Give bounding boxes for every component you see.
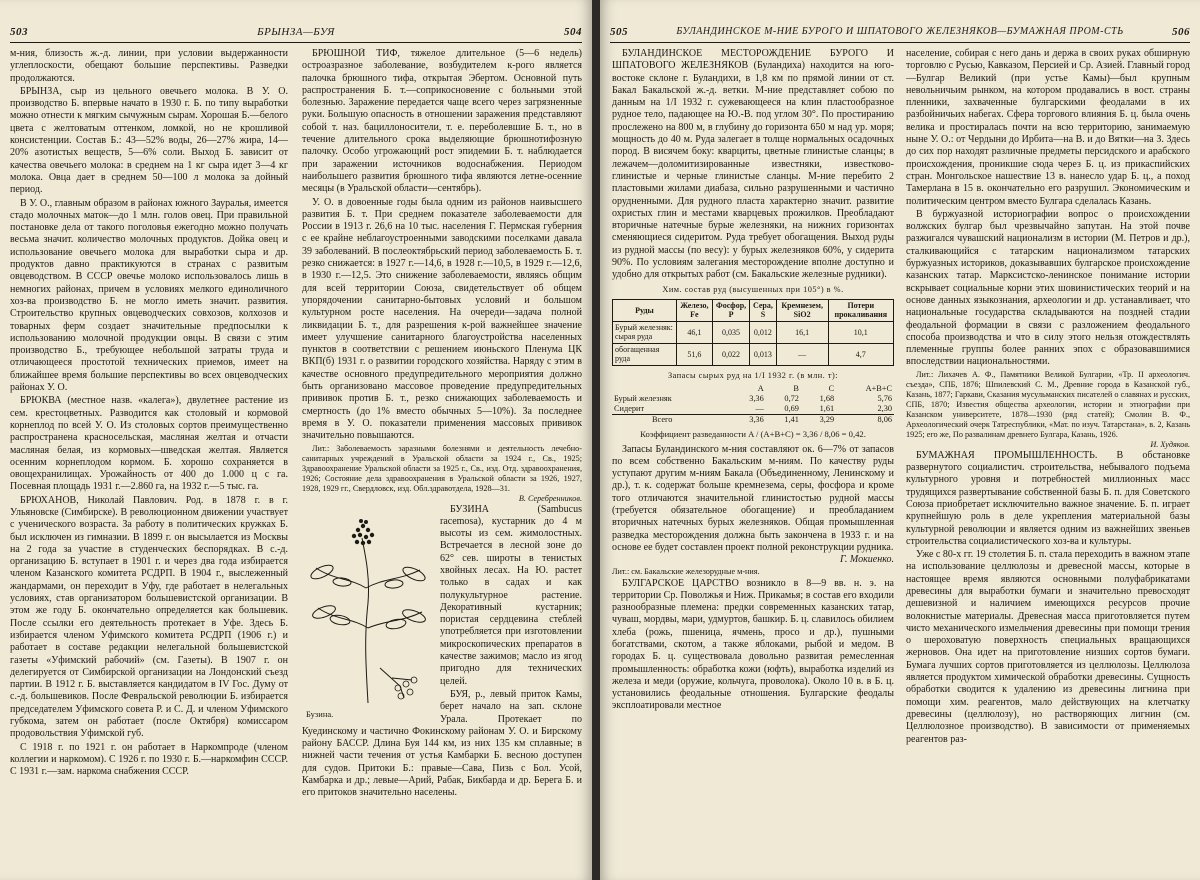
chem-table-title: Хим. состав руд (высушенных при 105°) в %. — [662, 284, 844, 294]
table-cell: 3,36 — [731, 415, 766, 426]
table-cell: 0,013 — [750, 343, 777, 365]
right-page — [600, 0, 1200, 880]
bryukva-entry: БРЮКВА (местное назв. «калега»), двулетнее растение из сем. крестоцветных. Разводится как столовый и кормовой корнеплод по всей У. О. Из столовых сортов преимущественно распространена красносельская, масляная желтая и отчасти масляная белая, из кормовых—шведская желтая. Является осенним корнеплодом кормом. Б. хорошо сохраняется в овощехранилищах. Урожайность от 400 до 1.000 ц с га. Посевная площадь 1931 г.—2.860 га, на 1932 г.—5 тыс. га. — [10, 395, 288, 493]
chem-header: Потери прокаливания — [828, 299, 893, 321]
table-cell: 51,6 — [676, 343, 712, 365]
table-row — [613, 343, 894, 365]
table-cell: Сидерит — [614, 404, 645, 414]
page-number-505: 505 — [610, 26, 628, 38]
table-row — [612, 404, 894, 415]
buya-entry: БУЯ, р., левый приток Камы, берет начало на зап. склоне Урала. Протекает по Куединскому и частично Фокинскому районам У. О. и Бирскому району БАССР. Длина Буя 144 км, из них 135 км сплавные; в нижней части течения от устья Камбарки Б. весною доступен для судов. Притоки Б.: правые—Сава, Пизь с Бол. Усой, Камбарка и др.; левые—Арий, Рабак, Бикбарда и др. Берега Б. и его притоков значительно населены. — [302, 688, 582, 799]
table-cell: Всего — [612, 415, 731, 426]
table-cell: 2,30 — [877, 404, 892, 414]
col4-paragraph: В буржуазной историографии вопрос о происхождении волжских булгар был чрезвычайно запутан. На этой почве разжигался чувашский национализм в истории (М. Петров и др.), сталкивающийся с татарским национализмом татарских буржуазных историков, доказывавших булгарское происхождение казанских татар. Марксистско-ленинское понимание истории вскрывает социальные корни этих шовинистических теорий и на основе данных языкознания, археологии и др. устанавливает, что национальные государства складываются на поздней стадии феодальной формации в связи с разложением феодального способа производства и что в силу этого нельзя отождествлять племенные группы более ранних эпох с образовавшимися впоследствии национальностями. — [906, 208, 1190, 368]
bulgar-literature: Лит.: Лихачев А. Ф., Памятники Великой Булгарии, «Тр. II археологич. съезда», СПБ, 1876; Шпилевский С. М., Древние города в Казанской губ., Казань, 1877; Гаркави, Сказания мусульманских писателей о славянах и русских, СПБ, 1870; Известия общества археологии, истории и этнографии при Казанском университете, 1878—1930 (ряд статей); Смолин В. Ф., Археологический очерк Татреспублики, «Мат. по изуч. Татарстана», в. 2, Казань 1925; его же, По развалинам древнего Булгара, Казань, 1926. — [906, 369, 1190, 439]
table-cell: 1,68 — [819, 394, 835, 404]
elder-entry: БУЗИНА (Sambucus racemosa), кустарник до 4 м высоты из сем. жимолостных. Встречается в лесной зоне до 62° сев. широты в тенистых хвойных лесах. На Ю. растет только в садах и как полукультурное растение. Декоративный кустарник; пористая сердцевина стеблей употребляется при изготовлении микроскопических препаратов в качестве зажимов; масло из ягод пригодно для технических целей. — [440, 503, 582, 687]
table-cell: 0,012 — [750, 321, 777, 343]
bryukhanov-entry: БРЮХАНОВ, Николай Павлович. Род. в 1878 г. в г. Ульяновске (Симбирске). В революционном движении участвует с ученического возраста. За работу в политических кружках Б. был исключен из гимназии. В 1899 г. он высылается из Москвы на 2 года за участие в студенческих беспорядках. В с.-д. организацию Б. вступает в 1901 г. и через два года избирается членом Казанского комитета РСДРП. В 1904 г., выслеженный жандармами, он переходит в Уфу, где работает в нелегальных условиях, став организатором большевистской организации. В этом же году Б. окончательно определяется как большевик. После ссылки его деятельность протекает в Уфе. Здесь Б. избирается членом Уфимского комитета РСДРП (1906 г.) и работает в составе редакции нелегальной большевистской газеты «Уфимский рабочий» (см. Газеты). В 1907 г. он делегируется от Симбирской организации на Лондонский съезд партии. В 1912 г. Б. выставляется кандидатом в IV Гос. Думу от с.-д. большевиков. После Февральской революции Б. избирается председателем Уфимского совета Р. и С. Д. и членом Уфимского губкома, затем он работает (после Октября) комиссаром продовольствия Уфимской губ. — [10, 494, 288, 740]
column-4 — [906, 48, 1190, 746]
running-head-title-left: БРЫНЗА—БУЯ — [257, 26, 335, 38]
reserves-header: C — [828, 384, 835, 394]
reserves-table-title: Запасы сырых руд на 1/I 1932 г. (в млн. т): — [667, 370, 839, 380]
reserves-table — [612, 384, 894, 425]
table-cell: 0,69 — [784, 404, 799, 414]
table-cell: 0,022 — [712, 343, 749, 365]
chem-composition-table — [612, 299, 894, 366]
table-cell: 3,29 — [801, 415, 836, 426]
table-cell: 10,1 — [828, 321, 893, 343]
table-row — [612, 394, 894, 404]
col1-paragraph: В У. О., главным образом в районах южного Зауралья, имеется стадо молочных маток—до 1 млн. голов овец. При правильной постановке дела от такого поголовья ежегодно можно получать весьма значит. количество молочных продуктов. Дойка овец и использование овечьего молока для выработки сыра и др. продуктов давно практикуются в странах с развитым овцеводством. В СССР овечье молоко использовалось лишь в немногих районах, причем в условиях мелкого единоличного хоз-ва производство Б. не могло иметь значит. развития. Строительство крупных овцеводческих совхозов, колхозов и товарных ферм создает значительные предпосылки к использованию молочной продукции овцы. В связи с этим производство Б., требующее небольшой затраты труда и отличающееся простотой технических приемов, имеет на ближайшее время большие перспективы во всех овцеводческих районах У. О. — [10, 197, 288, 394]
paper-industry-entry: БУМАЖНАЯ ПРОМЫШЛЕННОСТЬ. В обстановке развернутого социалистич. строительства, небывалого подъема культурного уровня и потребностей миллионных масс трудящихся развертывание собственной базы Б. п. для Советского Союза приобретает исключительно важное значение. Б. п. играет крупнейшую роль в деле укрепления материальной базы культурной революции и является одним из важнейших звеньев строительства социалистического хоз-ва и культуры. — [906, 449, 1190, 547]
col4-paragraph: население, собирая с него дань и держа в своих руках обширную торговлю с Русью, Кавказом, Персией и Ср. Азией. Главный город—Булгар Великий (при устье Камы)—был крупным невольничьим рынком, на котором продавались в вост. страны пленники, захваченные булгарскими феодалами в их разбойничьих набегах. Сфера торгового влияния Б. ц. была очень велика и простиралась почти на всю территорию, занимаемую ныне У. О.: от Чердыни до Ирбита—на В. и до Вятки—на З. Здесь до сих пор находят различные предметы персидского и арабского происхождения, проникшие сюда через Б. ц. из прикаспийских стран. Монгольское нашествие 13 в. нанесло удар Б. ц., а поход Тамерлана в 15 в. окончательно его разрушил. Экономическим и политическим центром вместо Булгара сделалась Казань. — [906, 48, 1190, 207]
typhoid-entry: БРЮШНОЙ ТИФ, тяжелое длительное (5—6 недель) остроазразное заболевание, возбудителем к-рого является палочка брюшного тифа, открытая Эбертом. Основной путь распространения Б. т.—соприкосновение с больными этой болезнью. Заражение передается чаще всего через загрязненные руки. Большую опасность в отношении заражения представляют собой т. наз. бациллоносители, т. е. переболевшие Б. т., но в течение длительного срока выделяющие брюшнотифозную палочку. Особо угрожающий рост эпидемии Б. т. наблюдается при заражении источников водоснабжения. Периодом наибольшего развития брюшного тифа являются летне-осенние месяцы (в Уральской области—сентябрь). — [302, 48, 582, 195]
col3-paragraph: Запасы Буландинского м-ния составляют ок. 6—7% от запасов по всем собственно Бакальским м-ниям. По качеству руды уступают другим м-ниям Бакала (Объединенному, Ленинскому и др.), т. к. содержат больше кремнезема, серы, фосфора и кроме того отличаются значительной глинистостью рудной массы (требуется обязательное обогащение) и преобладанием вторичных натечных бурых железняков. Общая промышленная разведка месторождения должна быть закончена в 1933 г. и на основе ее будет составлен проект полной реконструкции рудника. — [612, 443, 894, 553]
page-number-503: 503 — [10, 26, 28, 38]
column-2 — [302, 48, 582, 800]
elder-plant-illustration — [302, 508, 434, 708]
table-cell: Бурый железняк — [614, 394, 672, 404]
table-cell: 4,7 — [828, 343, 893, 365]
col2-paragraph: У. О. в довоенные годы была одним из районов наивысшего развития Б. т. При среднем показателе заболеваемости для России в 1913 г. 26,6 на 10 тыс. населения Г. Пермская губерния с ее крайне неблагоустроенными заводскими поселками давала 39 заболеваний. В послеоктябрьский период заболеваемость Б. т. резко снижается: в 1927 г.—14,6, в 1928 г.—10,5, в 1929 г.—12,6, в 1930 г.—12,5. Это снижение заболеваемости, являясь общим для всей территории Союза, свидетельствует об общем упорядочении санитарно-бытовых условий и большом культурном росте населения. На очереди—задача полной ликвидации Б. т., для разрешения к-рой важнейшее значение имеет улучшение санитарного благоустройства населенных пунктов в соответствии с решением июньского Пленума ЦК ВКП(б) 1931 г. о развитии городского хозяйства. Наряду с этим в качестве основного предупредительного мероприятия должно быть организовано массовое проведение предупредительных прививок против Б. т., резко снижающих заболеваемость и смертность (до 1% вместо обычных 5—10%). За последнее время в У. О. показатели применения массовых прививок значительно повышаются. — [302, 196, 582, 442]
brynza-entry: БРЫНЗА, сыр из цельного овечьего молока. В У. О. производство Б. впервые начато в 1930 г. Б. по типу выработки можно отнести к мягким сычужным сырам. Хорошая Б.—белого цвета с желтоватым оттенком, ломкой, но не крошливой консистенции. Состав Б.: 43—52% воды, 26—27% жира, 14—20% азотистых веществ, 5—6% соли. Выход Б. зависит от качества овечьего молока: в среднем на 1 кг сыра идет 3—4 кг молока. Овца дает в среднем 50—100 л молока за дойный период. — [10, 85, 288, 196]
chem-header: Руды — [613, 299, 677, 321]
table-cell: 0,035 — [712, 321, 749, 343]
bulandinskoe-entry: БУЛАНДИНСКОЕ МЕСТОРОЖДЕНИЕ БУРОГО И ШПАТОВОГО ЖЕЛЕЗНЯКОВ (Буландиха) находится на юго-востоке склоне г. Буландихи, в 1,8 км по прямой линии от ст. Бакал Бакальской ж.-д. ветки. М-ние представляет собою по данным на 1/I 1932 г. сужевающееся на клин пластообразное рудное тело, падающее на Ю.-В. под углом 30°. По простиранию прослежено на 800 м, в глубину до горизонта 650 м над ур. моря; мощность до 40 м. Руда залегает в толще нормальных осадочных пород. В висячем боку: кварциты, цветные глинистые сланцы; в лежачем—доломитизированные известняки, известково-глинистые и черные глинистые сланцы. М-ние перебито 2 пластовыми жилами диабаза, сильно разрушенными и частично орудненными. Для рудного пласта характерно значит. развитие охристых глин и местами кварцевых прожилков. Преобладают вторичные натечные бурые железняки, на нижних горизонтах сменяющиеся сидеритом. Руда требует обогащения. Выход руды из рудной массы (по весу): у бурых железняков 60%, у сидерита 90%. По условиям залегания месторождение вполне доступно и удобно для открытых работ (см. Бакальские железные рудники). — [612, 48, 894, 281]
running-head-title-right: БУЛАНДИНСКОЕ М-НИЕ БУРОГО И ШПАТОВОГО ЖЕЛЕЗНЯКОВ—БУМАЖНАЯ ПРОМ-СТЬ — [676, 26, 1124, 37]
col1-paragraph: м-ния, близость ж.-д. линии, при условии выдержанности углеплоскости, обещают большие перспективы. Разведки продолжаются. — [10, 48, 288, 84]
bulgar-author: И. Худяков. — [1150, 439, 1190, 449]
reserves-header — [612, 384, 731, 394]
exploration-coefficient: Коэффициент разведанности A / (A+B+C) = 3,36 / 8,06 = 0,42. — [640, 429, 866, 440]
table-cell: 3,36 — [749, 394, 764, 404]
chem-header: Кремнезем, SiO2 — [776, 299, 828, 321]
bulandinskoe-author: Г. Мокиенко. — [840, 554, 894, 566]
running-head-right — [610, 26, 1190, 42]
chem-header: Фосфор, P — [712, 299, 749, 321]
table-cell: обогащенная руда — [613, 343, 677, 365]
left-page — [0, 0, 592, 880]
table-row — [612, 415, 894, 426]
bulgar-kingdom-entry: БУЛГАРСКОЕ ЦАРСТВО возникло в 8—9 вв. н. э. на территории Ср. Поволжья и Ниж. Прикамья; в состав его входили разнообразные племена: предки современных казанских татар, чуваш, мордвы, мари, удмуртов, башкир. Б. ц. славилось обилием хлеба (рожь, пшеница, ячмень, просо и др.), пушными богатствами, скотом, а также яблоками, рыбой и медом. В городах Б. ц. существовала довольно развитая ремесленная промышленность: обработка кожи (юфть), выработка изделий из железа и меди (оружие, кольчуга, проволока). Около 10 в. в Б. ц. установились феодальные отношения. Булгарские феодалы эксплоатировали местное — [612, 577, 894, 712]
table-cell: Бурый железняк: сырая руда — [613, 321, 677, 343]
column-1 — [10, 48, 288, 779]
table-cell: 1,41 — [766, 415, 801, 426]
reserves-header: A — [757, 384, 764, 394]
elder-plant-figure — [302, 508, 434, 722]
table-cell: 46,1 — [676, 321, 712, 343]
page-number-506: 506 — [1172, 26, 1190, 38]
running-head-left — [10, 26, 582, 42]
header-rule-right — [610, 42, 1190, 43]
figure-caption: Бузина. — [306, 708, 334, 719]
column-3 — [612, 48, 894, 713]
table-cell: 1,61 — [819, 404, 835, 414]
chem-header: Железо, Fe — [676, 299, 712, 321]
table-row — [613, 321, 894, 343]
header-rule-left — [10, 42, 582, 43]
table-cell: 16,1 — [776, 321, 828, 343]
book-gutter — [592, 0, 600, 880]
col1-paragraph: С 1918 г. по 1921 г. он работает в Наркомпроде (членом коллегии и наркомом). С 1926 г. по 1930 г. Б.—наркомфин СССР. С 1931 г.—зам. наркома снабжения СССР. — [10, 741, 288, 778]
typhoid-author: В. Серебренников. — [518, 493, 582, 503]
typhoid-literature: Лит.: Заболеваемость заразными болезнями и деятельность лечебно-санитарных учреждений в Уральской области за 1924 г., Св., 1925; Здравоохранение Уральской области за 1925 г., Св., изд. Отд. здравоохранения, 1926; Состояние дела здравоохранения в Уральской области за 1926, 1927, 1928, 1929 гг., Свердловск, изд. Обл.здравотдела, 1928—31. — [302, 443, 582, 493]
bulandinskoe-literature: Лит.: см. Бакальские железорудные м-ния. — [612, 566, 760, 576]
page-number-504: 504 — [564, 26, 582, 38]
reserves-header: B — [793, 384, 799, 394]
table-cell: — — [776, 343, 828, 365]
table-cell: 8,06 — [836, 415, 894, 426]
col4-paragraph: Уже с 80-х гг. 19 столетия Б. п. стала переходить в важном этапе на использование целлюлозы и древесной массы, которые в настоящее время являются основными полуфабрикатами древесины для выработки бумаги и значительно превосходят дешевизной и наличием имеющихся ресурсов прочие волокнистые материалы. Древесная масса приготовляется путем чисто механического измельчения древесины при помощи трения о шероховатую поверхность специальных вращающихся жерновов. Она идет на приготовление низших сортов бумаги. Бумага лучших сортов приготовляется из целлюлозы. Целлюлоза является продуктом химической обработки древесины. Сущность обработки сводится к удалению из древесины лигнина при помощи хим. реагентов, мало действующих на клетчатку древесины (целлюлозу), но растворяющих лигнин (см. Целлюлозное производство). В зависимости от применяемых реагентов раз- — [906, 549, 1190, 745]
table-cell: 5,76 — [877, 394, 892, 404]
table-cell: — — [755, 404, 764, 414]
table-cell: 0,72 — [784, 394, 799, 404]
chem-header: Сера, S — [750, 299, 777, 321]
reserves-header: A+B+C — [865, 384, 892, 394]
